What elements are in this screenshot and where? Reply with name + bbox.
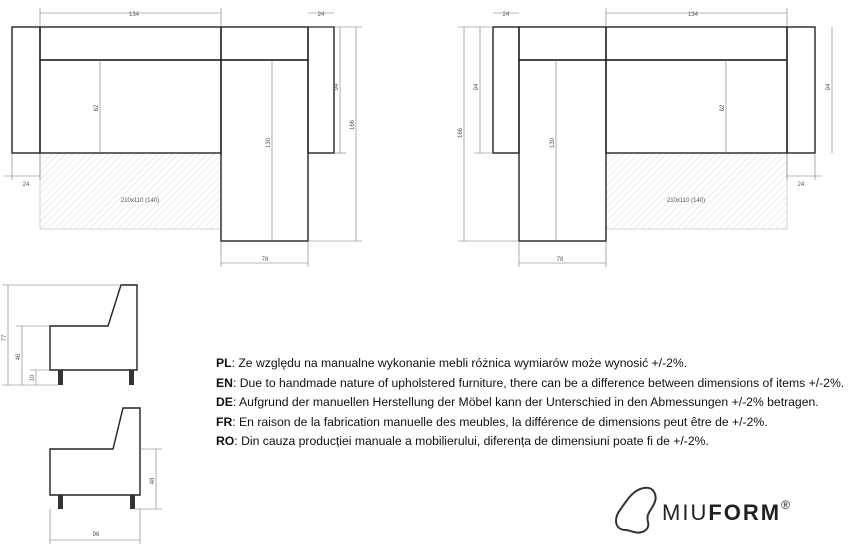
note-text: Din cauza producției manuale a mobilierului, diferența de dimensiuni poate fi de +/-2%.	[241, 434, 709, 449]
side-profile	[50, 285, 137, 370]
right-chaise-back	[519, 27, 606, 60]
dim-back-height-r2: 94	[826, 83, 832, 91]
note-ro: RO: Din cauza producției manuale a mobilierului, diferența de dimensiuni poate fi de +/-2%.	[216, 434, 709, 449]
side-leg-front	[58, 370, 63, 385]
note-text: En raison de la fabrication manuelle des meubles, la différence de dimensions peut être de +/-2%.	[239, 414, 768, 429]
dim-front-depth: 96	[92, 532, 100, 538]
brand-suffix: FORM	[708, 500, 782, 525]
dim-total-height: 77	[2, 334, 8, 342]
dim-armrest-right: 24	[797, 182, 805, 188]
left-backrest	[40, 27, 221, 60]
note-text: Aufgrund der manuellen Herstellung der Möbel kann der Unterschied in den Abmessungen +/-2% betragen.	[239, 395, 819, 410]
left-armrest-right	[308, 27, 334, 153]
right-sofa-plan	[458, 8, 832, 267]
note-lang: RO	[216, 434, 235, 449]
note-lang: FR	[216, 414, 233, 429]
brand-registered-mark: ®	[781, 498, 792, 512]
dim-seat-height: 46	[16, 353, 22, 361]
left-chaise	[221, 60, 308, 241]
dim-total-depth-r: 166	[458, 127, 464, 139]
note-text: Ze względu na manualne wykonanie mebli różnica wymiarów może wynosić +/-2%.	[238, 356, 688, 370]
right-backrest	[606, 27, 787, 60]
note-pl: PL: Ze względu na manualne wykonanie mebli różnica wymiarów może wynosić +/-2%.	[216, 356, 688, 370]
note-fr: FR: En raison de la fabrication manuelle des meubles, la différence de dimensions peut être de +/-2%.	[216, 414, 768, 429]
dim-arm-height: 48	[150, 477, 156, 485]
front-profile	[50, 408, 140, 495]
right-bed-area	[606, 153, 787, 229]
dim-chaise-length-r: 130	[550, 137, 556, 149]
note-lang: DE	[216, 395, 233, 410]
dim-chaise-width-r: 78	[556, 257, 564, 263]
dim-back-height: 94	[334, 83, 340, 91]
brand-prefix: MIU	[662, 500, 709, 525]
note-lang: PL	[216, 356, 232, 370]
note-de: DE: Aufgrund der manuellen Herstellung der Möbel kann der Unterschied in den Abmessungen +/-2% betragen.	[216, 395, 819, 410]
right-armrest	[787, 27, 815, 153]
dim-seat-depth-r: 62	[720, 104, 726, 112]
side-leg-back	[129, 370, 134, 385]
dim-leg-height: 10	[30, 374, 36, 382]
sofa-side-view	[2, 285, 137, 385]
dim-back-height-r: 94	[474, 83, 480, 91]
front-leg-left	[58, 495, 63, 509]
sofa-front-view	[50, 408, 162, 544]
dim-armrest-top-r: 24	[502, 12, 510, 18]
right-armrest-left	[493, 27, 519, 153]
dim-seat-depth: 62	[94, 104, 100, 112]
left-bed-area	[40, 153, 221, 229]
dim-armrest-left: 24	[22, 182, 30, 188]
dim-total-depth: 166	[350, 119, 356, 131]
note-text: Due to handmade nature of upholstered furniture, there can be a difference between dimensions of items +/-2%.	[239, 375, 845, 390]
dim-chaise-length: 130	[266, 137, 272, 149]
note-lang: EN	[216, 375, 233, 390]
left-bed-label: 210x110 (140)	[120, 198, 160, 204]
left-sofa-plan	[4, 8, 362, 267]
right-chaise	[519, 60, 606, 241]
dim-top-width-r: 134	[687, 12, 699, 18]
front-leg-right	[130, 495, 135, 509]
tolerance-notes	[216, 354, 856, 452]
note-en: EN: Due to handmade nature of upholstered furniture, there can be a difference between dimensions of items +/-2%.	[216, 375, 845, 390]
dim-armrest-top: 24	[317, 12, 325, 18]
left-armrest	[12, 27, 40, 153]
brand-wordmark	[662, 500, 792, 526]
dim-top-width: 134	[128, 12, 140, 18]
right-seat	[606, 60, 787, 153]
left-seat	[40, 60, 221, 153]
left-chaise-back	[221, 27, 308, 60]
dim-chaise-width: 78	[261, 257, 269, 263]
right-bed-label: 210x110 (140)	[666, 198, 706, 204]
